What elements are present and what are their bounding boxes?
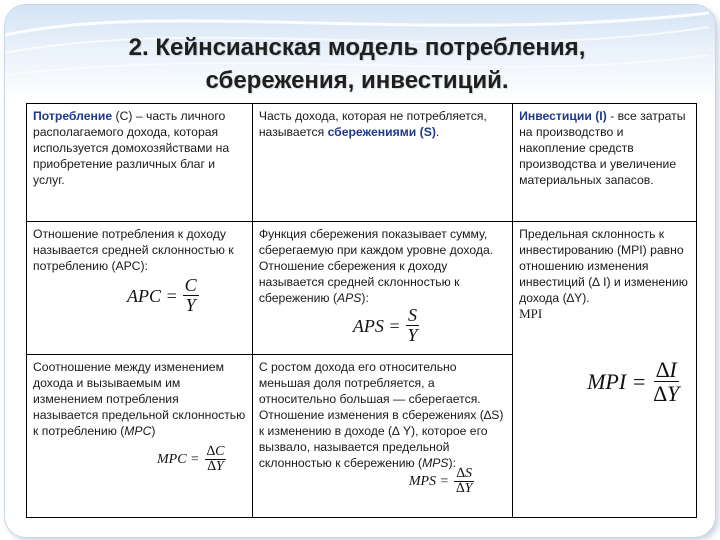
table-row: [27, 104, 697, 222]
mps-text: С ростом дохода его относительно меньшая доля потребляется, а относительно большая — сберегается. Отношение изменения в сбережениях (∆S) к изменению в доходе (∆ Y), которое его вызвало, называется предельной склонностью к сбережению (: [258, 359, 504, 470]
mps-numerator: ∆S: [456, 465, 472, 481]
aps-text: Функция сбережения показывает сумму, сберегаемую при каждом уровне дохода. Отношение сбережения к доходу называется средней склонностью к сбережению (: [258, 227, 494, 306]
aps-denominator: Y: [407, 325, 418, 346]
title-line-1: 2. Кейнсианская модель потребления,: [128, 34, 586, 61]
consumption-definition-cell: [27, 104, 253, 222]
apc-formula: [127, 276, 199, 315]
mps-cell: [252, 354, 512, 517]
consumption-definition-text: (С) – часть личного располагаемого дохода, которая используется домохозяйствами на приобретение различных благ и услуг.: [33, 109, 230, 187]
mpc-cell: [27, 354, 253, 517]
mps-fraction: [454, 467, 474, 497]
savings-definition-cell: [252, 104, 512, 222]
mpi-numerator: ∆I: [655, 357, 677, 383]
apc-numerator: C: [184, 275, 197, 296]
aps-word: APS: [337, 291, 362, 306]
apc-cell: [27, 222, 253, 354]
savings-tail: .: [435, 125, 440, 139]
mpc-fraction: [205, 445, 227, 475]
apc-formula-left: APC =: [127, 285, 178, 306]
mpc-word: МРС: [124, 423, 152, 438]
mpi-formula: [587, 358, 681, 405]
mpi-label: MPI: [519, 306, 543, 322]
mps-denominator: ∆Y: [456, 481, 473, 497]
mpi-formula-left: MPI =: [587, 368, 647, 394]
mpi-fraction: [652, 358, 682, 405]
investment-term: Инвестиции (I): [519, 109, 607, 123]
mpc-formula-left: MPC =: [157, 451, 200, 467]
mpi-text: Предельная склонность к инвестированию (MPI) равно отношению изменения инвестиций (∆ I) и изменению дохода (∆Y).: [519, 227, 688, 306]
investment-definition-cell: [513, 104, 697, 222]
mpc-numerator: ∆C: [206, 443, 225, 459]
mpc-text-end: ): [151, 423, 156, 438]
aps-numerator: S: [407, 305, 417, 326]
apc-denominator: Y: [185, 295, 196, 316]
aps-fraction: [405, 306, 419, 345]
mpc-formula: [157, 445, 226, 475]
mpi-cell: [513, 222, 697, 518]
apc-text: Отношение потребления к доходу называется средней склонностью к потреблению (АРС):: [33, 227, 234, 274]
title-line-2: сбережения, инвестиций.: [205, 67, 509, 94]
investment-definition-text: - все затраты на производство и накопление средств производства и увеличение материальных запасов.: [519, 109, 686, 187]
table-row: [27, 222, 697, 354]
aps-cell: [252, 222, 512, 354]
aps-formula: [353, 306, 420, 345]
slide-frame: [4, 4, 716, 538]
mps-text-end: ):: [448, 455, 456, 470]
aps-formula-left: APS =: [352, 315, 401, 336]
mpc-text: Соотношение между изменением дохода и вызываемым им изменением потребления называется предельной склонностью к потреблению (: [33, 359, 246, 438]
mps-formula: [409, 467, 475, 497]
mpi-denominator: ∆Y: [653, 381, 680, 407]
mps-formula-left: MPS =: [408, 473, 449, 489]
slide-title: [5, 31, 709, 97]
mps-word: MPS: [422, 455, 449, 470]
savings-definition-text: Часть дохода, которая не потребляется, называется: [258, 109, 487, 139]
savings-term: сбережениями (S): [327, 125, 436, 139]
mpc-denominator: ∆Y: [207, 459, 224, 475]
aps-text-end: ):: [361, 291, 369, 306]
consumption-term: Потребление: [33, 109, 113, 123]
concepts-table: [26, 103, 697, 518]
apc-fraction: [183, 276, 199, 315]
